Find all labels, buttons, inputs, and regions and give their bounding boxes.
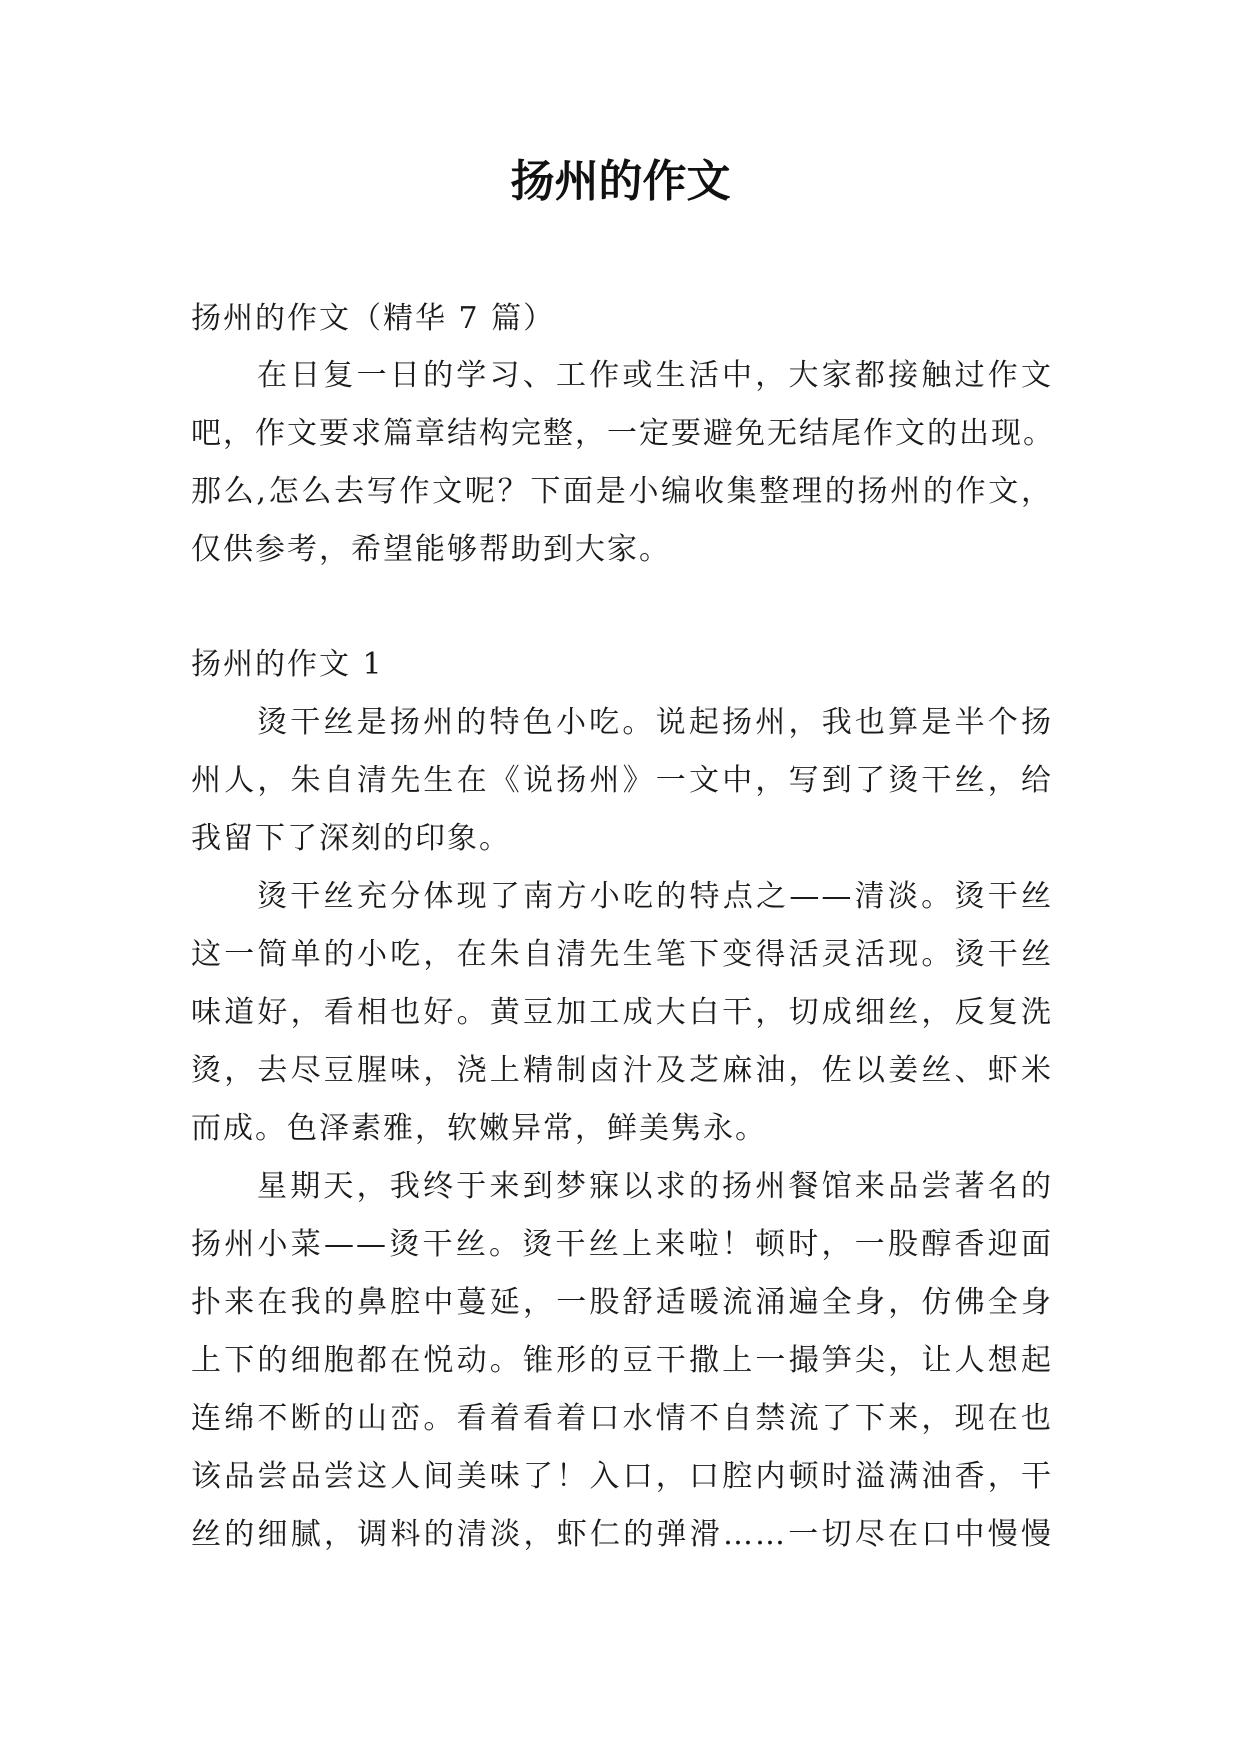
- text-line: 仅供参考，希望能够帮助到大家。: [191, 532, 671, 567]
- text-line: 上下的细胞都在悦动。锥形的豆干撒上一撮笋尖，让人想起: [191, 1343, 1053, 1378]
- text-line: 星期天，我终于来到梦寐以求的扬州餐馆来品尝著名的: [257, 1169, 1053, 1204]
- text-line: 连绵不断的山峦。看着看着口水情不自禁流了下来，现在也: [191, 1401, 1053, 1436]
- text-line: 而成。色泽素雅，软嫩异常，鲜美隽永。: [191, 1111, 767, 1146]
- text-line: 烫，去尽豆腥味，浇上精制卤汁及芝麻油，佐以姜丝、虾米: [191, 1053, 1053, 1088]
- paragraph-1: [191, 694, 1053, 868]
- text-line: 在日复一日的学习、工作或生活中，大家都接触过作文: [257, 358, 1053, 393]
- text-line: 扬州小菜——烫干丝。烫干丝上来啦！顿时，一股醇香迎面: [191, 1227, 1053, 1262]
- text-line: 该品尝品尝这人间美味了！入口，口腔内顿时溢满油香，干: [191, 1459, 1053, 1494]
- subtitle-text: 扬州的作文（精华 7 篇）: [191, 301, 556, 336]
- text-line: 吧，作文要求篇章结构完整，一定要避免无结尾作文的出现。: [191, 416, 1055, 451]
- section-title: 扬州的作文 1: [191, 647, 384, 682]
- document-subtitle: [191, 290, 1053, 348]
- text-line: 那么,怎么去写作文呢？下面是小编收集整理的扬州的作文，: [191, 474, 1053, 509]
- paragraph-2: [191, 868, 1053, 1158]
- text-line: 州人，朱自清先生在《说扬州》一文中，写到了烫干丝，给: [191, 763, 1053, 798]
- document-title: 扬州的作文: [510, 156, 731, 207]
- text-line: 我留下了深刻的印象。: [191, 821, 511, 856]
- paragraph-3: [191, 1158, 1053, 1564]
- text-line: 丝的细腻，调料的清淡，虾仁的弹滑……一切尽在口中慢慢: [191, 1517, 1053, 1552]
- text-line: 烫干丝是扬州的特色小吃。说起扬州，我也算是半个扬: [257, 705, 1053, 740]
- text-line: 扑来在我的鼻腔中蔓延，一股舒适暖流涌遍全身，仿佛全身: [191, 1285, 1053, 1320]
- text-line: 味道好，看相也好。黄豆加工成大白干，切成细丝，反复洗: [191, 995, 1053, 1030]
- essay-section-1: [191, 636, 1053, 1564]
- intro-paragraph: [191, 347, 1053, 579]
- text-line: 烫干丝充分体现了南方小吃的特点之——清淡。烫干丝: [257, 879, 1053, 914]
- text-line: 这一简单的小吃，在朱自清先生笔下变得活灵活现。烫干丝: [191, 937, 1053, 972]
